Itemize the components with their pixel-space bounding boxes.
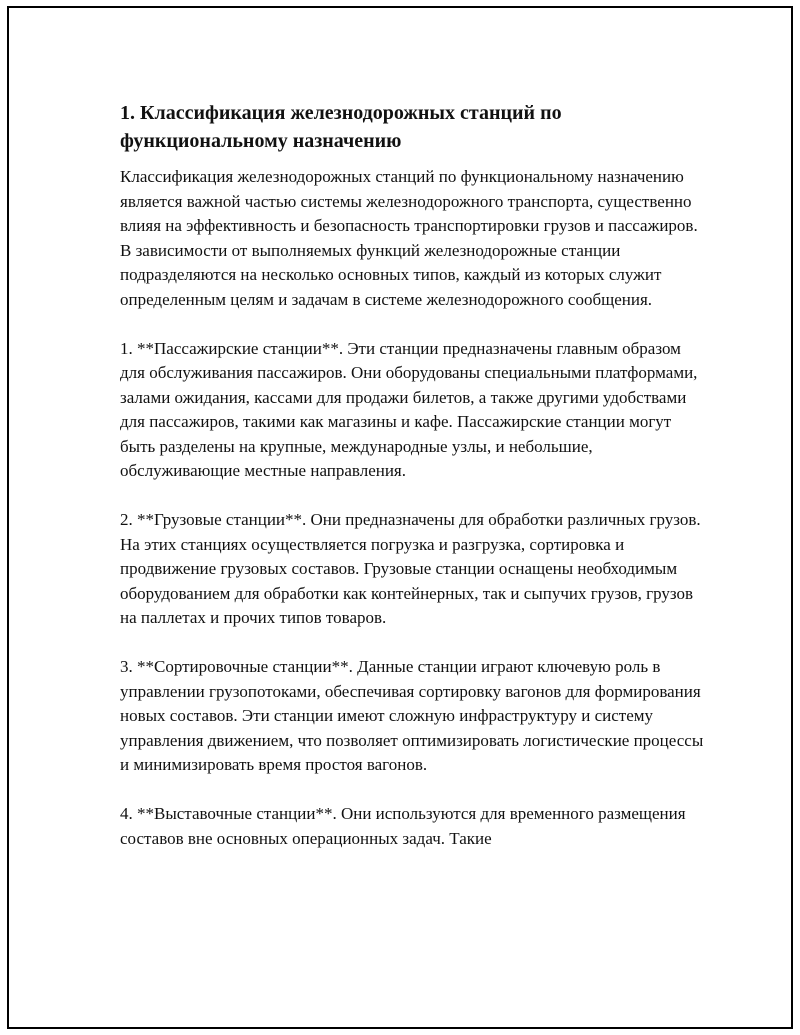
paragraph-passenger-stations: 1. **Пассажирские станции**. Эти станции предназначены главным образом для обслуживания пассажиров. Они оборудованы специальными платформами, залами ожидания, кассами для продажи билетов, а также другими удобствами для пассажиров, такими как магазины и кафе. Пассажирские станции могут быть разделены на крупные, международные узлы, и небольшие, обслуживающие местные направления.	[120, 338, 698, 480]
section-heading: 1. Классификация железнодорожных станций по функциональному назначению	[120, 102, 562, 152]
paragraph-freight-stations: 2. **Грузовые станции**. Они предназначены для обработки различных грузов. На этих станциях осуществляется погрузка и разгрузка, сортировка и продвижение грузовых составов. Грузовые станции оснащены необходимым оборудованием для обработки как контейнерных, так и сыпучих грузов, грузов на паллетах и прочих типов товаров.	[120, 510, 701, 627]
intro-paragraph: Классификация железнодорожных станций по функциональному назначению является важной частью системы железнодорожного транспорта, существенно влияя на эффективность и безопасность транспортировки грузов и пассажиров. В зависимости от выполняемых функций железнодорожные станции подразделяются на несколько основных типов, каждый из которых служит определенным целям и задачам в системе железнодорожного сообщения.	[120, 167, 698, 309]
paragraph-exhibition-stations: 4. **Выставочные станции**. Они используются для временного размещения составов вне основных операционных задач. Такие	[120, 804, 686, 848]
page-frame	[7, 6, 793, 1029]
paragraph-sorting-stations: 3. **Сортировочные станции**. Данные станции играют ключевую роль в управлении грузопотоками, обеспечивая сортировку вагонов для формирования новых составов. Эти станции имеют сложную инфраструктуру и систему управления движением, что позволяет оптимизировать логистические процессы и минимизировать время простоя вагонов.	[120, 657, 704, 774]
document-body	[120, 99, 710, 876]
